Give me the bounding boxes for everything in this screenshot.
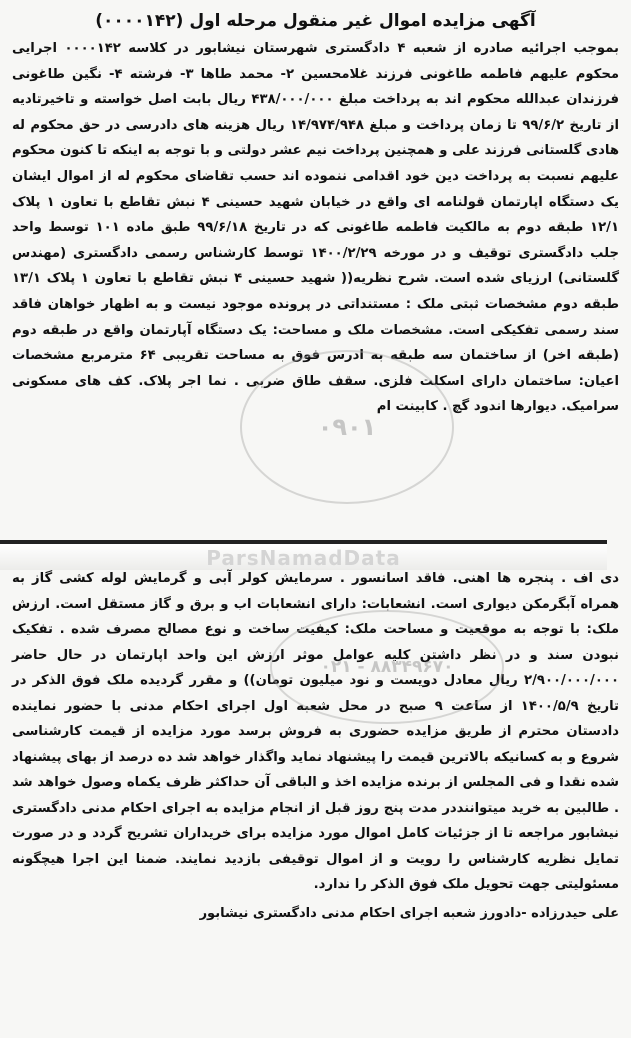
notice-title: آگهی مزایده اموال غیر منقول مرحله اول (۰۰۰۰۱۴۲) (95, 11, 536, 31)
notice-body-part1: بموجب اجرائیه صادره از شعبه ۴ دادگستری شهرستان نیشابور در کلاسه ۰۰۰۰۱۴۲ اجرایی محکوم علیهم فاطمه طاغونی فرزند غلامحسین ۲- محمد طاها ۳- فرشته ۴- نگین طاغونی فرزندان عبدالله محکوم اند به پرداخت مبلغ ۴۳۸/۰۰۰/۰۰۰ ریال بابت اصل خواسته و تاخیرتادیه از تاریخ ۹۹/۶/۲ تا زمان پرداخت و مبلغ ۱۴/۹۷۴/۹۴۸ ریال هزینه های دادرسی در حق محکوم له هادی گلستانی فرزند علی و همچنین پرداخت نیم عشر دولتی و با توجه به اینکه تا کنون محکوم علیهم نسبت به پرداخت دین خود اقدامی ننموده اند حسب تقاضای محکوم له از اموال ایشان یک دستگاه اپارتمان قولنامه ای واقع در خیابان شهید حسینی ۴ نبش تقاطع با تعاون ۱ پلاک ۱۲/۱ طبقه دوم به مالکیت فاطمه طاغونی که در تاریخ ۹۹/۶/۱۸ طبق ماده ۱۰۱ توسط واحد جلب دادگستری توقیف و در مورخه ۱۴۰۰/۲/۲۹ توسط کارشناس رسمی دادگستری (مهندس گلستانی) ارزیای شده است. شرح نظریه(( شهید حسینی ۴ نبش تقاطع با تعاون ۱ پلاک ۱۳/۱ طبقه دوم مشخصات ثبتی ملک : مستنداتی در پرونده موجود نیست و به اظهار خواهان فاقد سند رسمی تفکیکی است. مشخصات ملک و مساحت: یک دستگاه آپارتمان واقع در طبقه دوم (طبقه اخر) از ساختمان سه طبقه به ادرس فوق به مساحت تقریبی ۶۴ مترمربع مشخصات اعیان: ساختمان دارای اسکلت فلزی. سقف طاق ضربی . نما اجر پلاک. کف های مسکونی سرامیک. دیوارها اندود گچ . کابینت ام (12, 41, 620, 415)
divider-watermark: ParsNamadData (206, 546, 401, 570)
stamp-bottom-text: ۰۲۱ - ۸۸۳۴۹۶۷۰ (320, 657, 454, 677)
notice-body-part2: دی اف . پنجره ها اهنی. فاقد اسانسور . سرمایش کولر آبی و گرمایش لوله کشی گاز به همراه آبگرمکن دیواری است. انشعابات: دارای انشعابات اب و برق و گاز مستقل است. ارزش ملک: با توجه به موقعیت و مساحت ملک: کیفیت ساخت و نوع مصالح مصرف شده . تفکیک نبودن سند و در نظر داشتن کلیه عوامل موثر ارزش این واحد اپارتمان در حال حاضر ۲/۹۰۰/۰۰۰/۰۰۰ ریال معادل دویست و نود میلیون تومان)) و مقرر گردیده ملک فوق الذکر در تاریخ ۱۴۰۰/۵/۹ از ساعت ۹ صبح در محل شعبه اول اجرای احکام مدنی با حضور نماینده دادستان محترم از طریق مزایده حضوری به فروش برسد مورد مزایده از قیمت کارشناسی شروع و به کسانیکه بالاترین قیمت را پیشنهاد نماید واگذار خواهد شد ده درصد از بهای پیشنهاد شده نقدا و فی المجلس از برنده مزایده اخذ و الباقی آن حداکثر ظرف یکماه وصول خواهد شد . طالبین به خرید میتواننددر مدت پنج روز قبل از انجام مزایده به اجرای احکام مدنی دادگستری نیشابور مراجعه تا از جزئیات کامل اموال مورد مزایده برای خریداران تشریح گردد و در صورت تمایل نظریه کارشناس را رویت و از اموال توقیفی بازدید نمایند. ضمنا این اجرا هیچگونه مسئولیتی جهت تحویل ملک فوق الذکر را ندارد. (12, 571, 619, 892)
notice-signature: علی حیدرزاده -دادورز شعبه اجرای احکام مدنی دادگستری نیشابور (199, 905, 619, 921)
stamp-top-text: ۰۹۰۱ (317, 413, 377, 441)
notice-bottom-section (0, 566, 631, 1038)
